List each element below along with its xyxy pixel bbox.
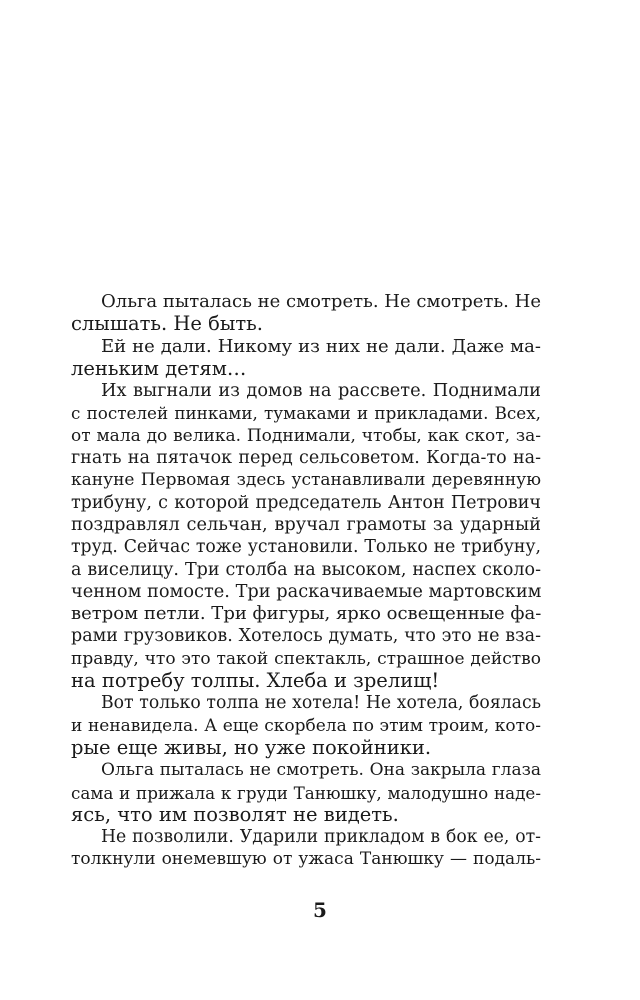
body-text [71,291,541,871]
text-line: а виселицу. Три столба на высоком, наспех сколо- [71,559,541,580]
text-line: сама и прижала к груди Танюшку, малодушно наде- [71,782,541,803]
text-line: на потребу толпы. Хлеба и зрелищ! [71,669,440,693]
text-line: Ольга пыталась не смотреть. Она закрыла глаза [101,760,541,781]
text-line: Вот только толпа не хотела! Не хотела, боялась [101,693,541,714]
text-line: трибуну, с которой председатель Антон Петрович [71,492,541,513]
text-line: слышать. Не быть. [71,312,263,336]
text-line: Их выгнали из домов на рассвете. Поднимали [101,381,541,402]
text-line: ясь, что им позволят не видеть. [71,802,399,826]
text-line: ветром петли. Три фигуры, ярко освещенные фа- [71,603,542,625]
text-line: толкнули онемевшую от ужаса Танюшку — подаль- [71,849,541,870]
text-line: правду, что это такой спектакль, страшное действо [71,648,541,669]
text-line: Ольга пыталась не смотреть. Не смотреть. Не [101,291,541,312]
text-line: рые еще живы, но уже покойники. [71,735,432,759]
text-line: Ей не дали. Никому из них не дали. Даже ма- [101,335,541,357]
text-line: гнать на пятачок перед сельсоветом. Когда-то на- [71,448,541,469]
text-line: и ненавидела. А еще скорбела по этим троим, кото- [71,715,541,736]
text-line: рами грузовиков. Хотелось думать, что это не взa- [71,626,541,647]
text-line: от мала до велика. Поднимали, чтобы, как скот, за- [71,425,541,446]
text-line: с постелей пинками, тумаками и прикладами. Всех, [71,403,541,424]
text-line: ченном помосте. Три раскачиваемые мартовским [71,581,542,602]
text-line: Не позволили. Ударили прикладом в бок ее, от- [101,827,541,848]
text-line: труд. Сейчас тоже установили. Только не трибуну, [71,537,541,558]
text-line: кануне Первомая здесь устанавливали деревянную [71,470,541,491]
text-line: леньким детям… [71,356,247,380]
text-line: поздравлял сельчан, вручал грамоты за ударный [71,514,541,535]
page-number: 5 [313,898,327,922]
